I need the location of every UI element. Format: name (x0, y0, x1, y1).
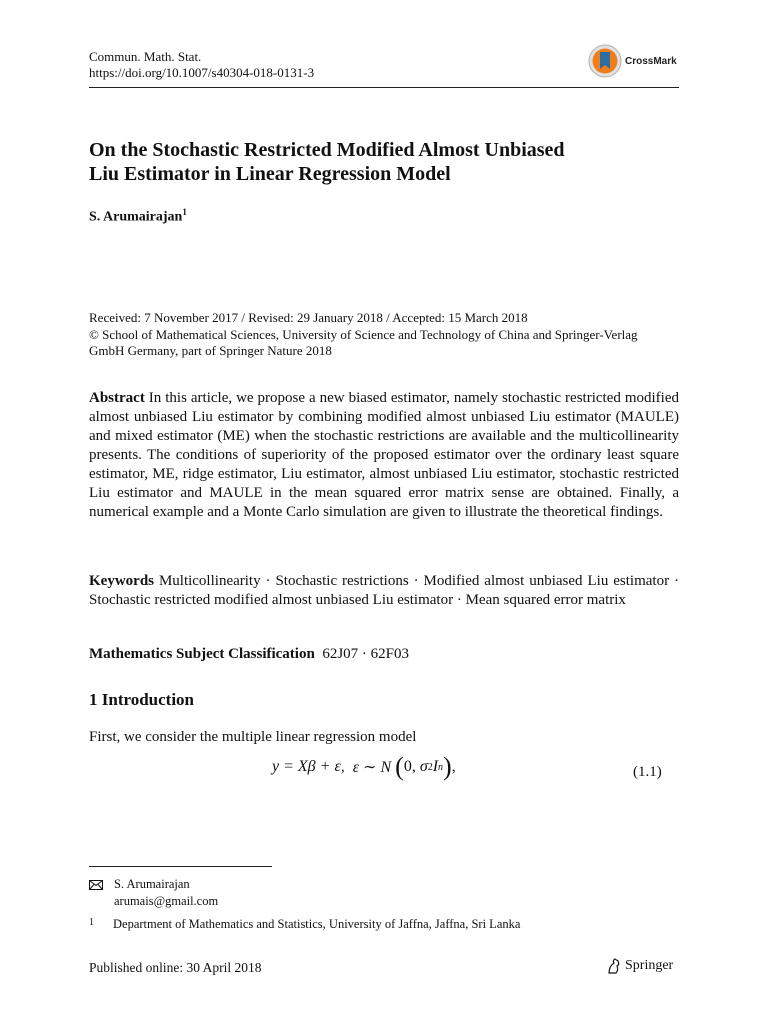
affiliation-text: Department of Mathematics and Statistics, University of Jaffna, Jaffna, Sri Lanka (113, 917, 521, 931)
copyright-line-1: © School of Mathematical Sciences, University of Science and Technology of China and Springer-Verlag (89, 326, 638, 342)
crossmark-label: CrossMark (625, 55, 677, 67)
equation-identity: I (432, 758, 439, 775)
equation-1-1 (272, 752, 456, 781)
springer-label: Springer (625, 958, 674, 973)
abstract (89, 389, 679, 522)
equation-distribution: ε ∼ N (352, 759, 392, 776)
doi-link[interactable]: https://doi.org/10.1007/s40304-018-0131-3 (89, 65, 315, 80)
author-affiliation-mark: 1 (182, 207, 187, 217)
equation-number: (1.1) (633, 764, 662, 780)
footnote-author-name: S. Arumairajan (114, 877, 190, 891)
envelope-icon (89, 880, 103, 890)
affiliation-number: 1 (89, 917, 94, 928)
equation-sigma: σ (419, 758, 428, 775)
msc-classification (89, 646, 409, 663)
received-dates: Received: 7 November 2017 / Revised: 29 January 2018 / Accepted: 15 March 2018 (89, 310, 528, 325)
publication-dates (89, 310, 689, 360)
equation-power: 2 (427, 761, 433, 773)
journal-header (89, 49, 314, 81)
keywords (89, 572, 679, 610)
title-line-1: On the Stochastic Restricted Modified Almost Unbiased (89, 139, 565, 161)
keywords-text: Multicollinearity · Stochastic restrictions · Modified almost unbiased Liu estimator · Stochastic restricted modified almost unbiased Liu estimator · Mean squared error matrix (89, 573, 679, 608)
published-online: Published online: 30 April 2018 (89, 960, 262, 975)
msc-label: Mathematics Subject Classification (89, 646, 315, 662)
equation-subscript: n (438, 761, 444, 773)
springer-logo (606, 958, 673, 974)
paper-title (89, 138, 689, 186)
intro-paragraph: First, we consider the multiple linear regression model (89, 729, 417, 745)
crossmark-icon (588, 44, 622, 78)
equation-zero: 0, (403, 758, 416, 775)
keywords-label: Keywords (89, 573, 154, 589)
author-line (89, 207, 187, 226)
section-heading (89, 690, 194, 710)
abstract-label: Abstract (89, 390, 145, 406)
equation-close-paren: ) (443, 752, 452, 781)
msc-codes: 62J07 · 62F03 (322, 646, 409, 662)
title-line-2: Liu Estimator in Linear Regression Model (89, 163, 451, 185)
section-title: Introduction (101, 690, 195, 709)
equation-trailing-comma: , (451, 758, 456, 775)
springer-horse-icon (606, 958, 622, 974)
abstract-text: In this article, we propose a new biased estimator, namely stochastic restricted modified almost unbiased Liu estimator by combining modified almost unbiased Liu estimator (MAULE) and mixed estimator (ME) when the stochastic restrictions are available and the multicollinearity presents. The conditions of superiority of the proposed estimator over the ordinary least square estimator, ME, ridge estimator, Liu estimator, almost unbiased Liu estimator, stochastic restricted Liu estimator and MAULE in the mean squared error matrix sense are obtained. Finally, a numerical example and a Monte Carlo simulation are given to illustrate the theoretical findings. (89, 390, 679, 520)
footnote-rule (89, 866, 272, 867)
journal-name: Commun. Math. Stat. (89, 49, 202, 64)
section-number: 1 (89, 690, 98, 709)
header-rule (89, 87, 679, 88)
corresponding-author (89, 876, 218, 910)
copyright-line-2: GmbH Germany, part of Springer Nature 2018 (89, 343, 332, 358)
equation-lhs: y = Xβ + ε, (272, 758, 345, 775)
author-email[interactable]: arumais@gmail.com (114, 894, 219, 908)
crossmark-badge[interactable] (588, 44, 677, 78)
affiliation-footnote (89, 917, 520, 932)
equation-open-paren: ( (395, 752, 404, 781)
author-name: S. Arumairajan (89, 209, 183, 225)
